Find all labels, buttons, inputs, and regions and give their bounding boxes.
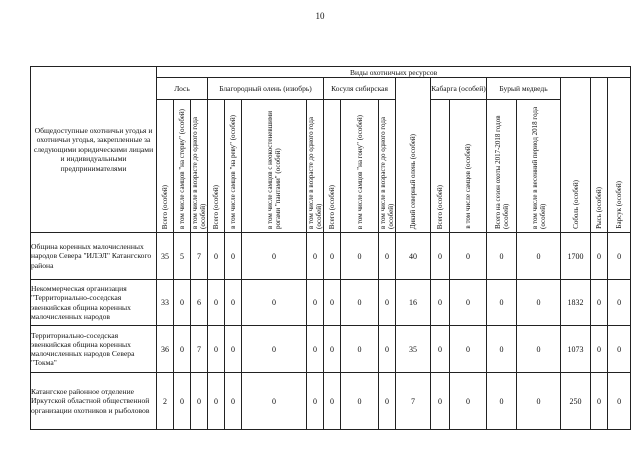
cell-value: 0 (341, 233, 379, 280)
col-header-medved-season: Всего на сезон охоты 2017-2018 годов (особей) (487, 100, 517, 233)
col-header-olen-young: в том числе в возрасте до одного года (особей) (307, 100, 324, 233)
cell-value: 0 (324, 233, 341, 280)
cell-value: 0 (431, 373, 450, 430)
cell-value: 0 (517, 373, 561, 430)
col-header-kosulya-males: в том числе самцов "на гону" (особей) (341, 100, 379, 233)
col-header-medved-spring: в том числе в весенний период 2018 года (особей) (517, 100, 561, 233)
cell-value: 0 (450, 280, 487, 326)
row-name: Территориально-соседская эвенкийская община коренных малочисленных народов Севера "Токма" (31, 326, 157, 373)
col-header-kabarga-males: в том числе самцов (особей) (450, 100, 487, 233)
cell-value: 36 (157, 326, 174, 373)
cell-value: 0 (450, 233, 487, 280)
group-header-medved: Бурый медведь (487, 78, 561, 100)
cell-value: 6 (191, 280, 208, 326)
table-row (31, 326, 631, 373)
cell-value: 0 (174, 373, 191, 430)
cell-value: 0 (208, 233, 225, 280)
cell-value: 35 (157, 233, 174, 280)
row-name: Община коренных малочисленных народов Севера "ИЛЭЛ" Катангского района (31, 233, 157, 280)
group-header-olen: Благородный олень (изюбрь) (208, 78, 324, 100)
page-number: 10 (315, 11, 325, 21)
cell-value: 0 (225, 373, 242, 430)
top-header: Виды охотничьих ресурсов (157, 67, 631, 78)
cell-value: 0 (379, 373, 396, 430)
cell-value: 0 (324, 326, 341, 373)
col-header-olen-males-rogami: в том числе самцов с неокостеневшими рогами "пантами" (особей) (242, 100, 307, 233)
cell-value: 0 (242, 233, 307, 280)
hunting-resources-table (30, 66, 631, 430)
cell-value: 0 (341, 280, 379, 326)
col-header-kosulya-total: Всего (особей) (324, 100, 341, 233)
cell-value: 0 (225, 233, 242, 280)
cell-value: 0 (324, 373, 341, 430)
cell-value: 0 (307, 326, 324, 373)
cell-value: 7 (396, 373, 431, 430)
cell-value: 0 (591, 280, 608, 326)
cell-value: 0 (242, 373, 307, 430)
cell-value: 1073 (561, 326, 591, 373)
group-header-los: Лось (157, 78, 208, 100)
cell-value: 0 (208, 326, 225, 373)
cell-value: 0 (591, 373, 608, 430)
cell-value: 0 (225, 326, 242, 373)
cell-value: 0 (324, 280, 341, 326)
cell-value: 0 (450, 373, 487, 430)
cell-value: 16 (396, 280, 431, 326)
col-header-olen-total: Всего (особей) (208, 100, 225, 233)
cell-value: 0 (208, 280, 225, 326)
cell-value: 40 (396, 233, 431, 280)
cell-value: 0 (517, 326, 561, 373)
cell-value: 35 (396, 326, 431, 373)
col-header-kabarga-total: Всего (особей) (431, 100, 450, 233)
cell-value: 0 (341, 326, 379, 373)
cell-value: 0 (379, 233, 396, 280)
col-header-los-males: в том числе самцов "на стерву" (особей) (174, 100, 191, 233)
cell-value: 0 (608, 233, 631, 280)
col-header-rys: Рысь (особей) (591, 78, 608, 233)
group-header-kabarga: Кабарга (особей) (431, 78, 487, 100)
cell-value: 7 (191, 326, 208, 373)
cell-value: 0 (174, 326, 191, 373)
cell-value: 1832 (561, 280, 591, 326)
cell-value: 0 (174, 280, 191, 326)
cell-value: 0 (487, 233, 517, 280)
cell-value: 0 (191, 373, 208, 430)
col-header-dikiy-olen: Дикий северный олень (особей) (396, 78, 431, 233)
cell-value: 33 (157, 280, 174, 326)
col-header-kosulya-young: в том числе в возрасте до одного года (особей) (379, 100, 396, 233)
cell-value: 0 (487, 280, 517, 326)
cell-value: 0 (242, 280, 307, 326)
cell-value: 0 (307, 233, 324, 280)
cell-value: 0 (208, 373, 225, 430)
cell-value: 2 (157, 373, 174, 430)
col-header-los-total: Всего (особей) (157, 100, 174, 233)
cell-value: 7 (191, 233, 208, 280)
table-row (31, 233, 631, 280)
cell-value: 0 (608, 373, 631, 430)
cell-value: 0 (431, 233, 450, 280)
cell-value: 0 (608, 280, 631, 326)
row-name: Некоммерческая организация "Территориально-соседская эвенкийская община коренных малочисленных народов (31, 280, 157, 326)
cell-value: 0 (608, 326, 631, 373)
cell-value: 0 (379, 280, 396, 326)
col-header-olen-males-revu: в том числе самцов "на реву" (особей) (225, 100, 242, 233)
cell-value: 0 (487, 373, 517, 430)
row-name: Катангское районное отделение Иркутской областной общественной организации охотников и рыболовов (31, 373, 157, 430)
col-header-los-young: в том числе в возрасте до одного года (особей) (191, 100, 208, 233)
cell-value: 0 (242, 326, 307, 373)
group-header-kosulya: Косуля сибирская (324, 78, 396, 100)
cell-value: 0 (591, 233, 608, 280)
cell-value: 0 (517, 233, 561, 280)
col-header-sobol: Соболь (особей) (561, 78, 591, 233)
cell-value: 1700 (561, 233, 591, 280)
cell-value: 0 (591, 326, 608, 373)
cell-value: 0 (307, 373, 324, 430)
cell-value: 0 (307, 280, 324, 326)
col-header-barsuk: Барсук (особей) (608, 78, 631, 233)
cell-value: 0 (379, 326, 396, 373)
cell-value: 0 (431, 280, 450, 326)
table-row (31, 373, 631, 430)
cell-value: 0 (341, 373, 379, 430)
cell-value: 0 (431, 326, 450, 373)
cell-value: 250 (561, 373, 591, 430)
cell-value: 5 (174, 233, 191, 280)
cell-value: 0 (450, 326, 487, 373)
cell-value: 0 (487, 326, 517, 373)
table-row (31, 280, 631, 326)
cell-value: 0 (517, 280, 561, 326)
cell-value: 0 (225, 280, 242, 326)
first-column-header: Общедоступные охотничьи угодья и охотничьи угодья, закрепленные за следующими юридическими лицами и индивидуальными предпринимателями (31, 67, 157, 233)
